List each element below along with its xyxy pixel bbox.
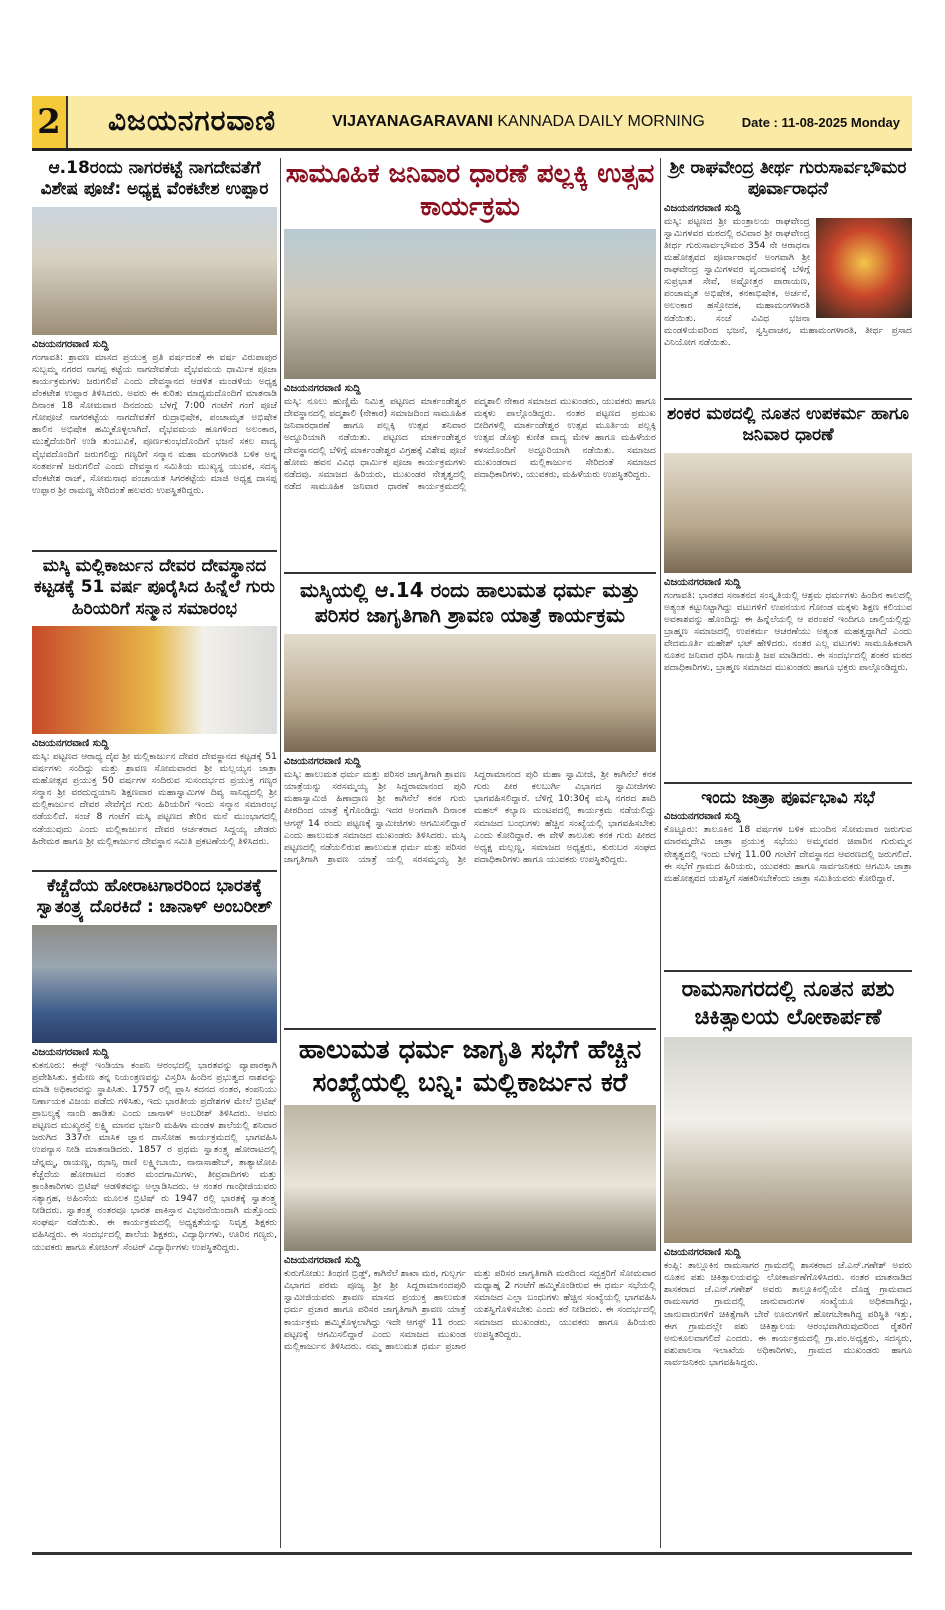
- article-body: ಮಸ್ಕಿ: ಹಾಲುಮತ ಧರ್ಮ ಮತ್ತು ಪರಿಸರ ಜಾಗೃತಿಗಾಗಿ ಶ್ರಾವಣ ಯಾತ್ರೆಯನ್ನು ಸರಸಮ್ಮಯ್ಯ ಶ್ರೀ ಸಿದ್ದರಾಮಾನಂದ ಪುರಿ ಮಹಾಸ್ವಾಮಿಜಿ ಹಿಣಾದ್ರಾಣ ಶ್ರೀ ಕಾಗಿನೆಲೆ ಕನಕ ಗುರು ಪೀಠದಿಂದ ಯಾತ್ರೆ ಕೈಗೊಂಡಿದ್ದು ಇದರ ಅಂಗವಾಗಿ ದಿನಾಂಕ ಆಗಸ್ಟ್ 14 ರಂದು ಪಟ್ಟಣಕ್ಕೆ ಸ್ವಾಮೀಜಿಗಳು ಆಗಮಿಸಲಿದ್ದಾರೆ ಎಂದು ಹಾಲುಮತ ಸಮಾಜದ ಮುಖಂಡರು ತಿಳಿಸಿದರು. ಮಸ್ಕಿ ಪಟ್ಟಣದಲ್ಲಿ ನಡೆಯಲಿರುವ ಹಾಲುಮತ ಧರ್ಮ ಮತ್ತು ಪರಿಸರ ಜಾಗೃತಿಗಾಗಿ ಶ್ರಾವಣ ಯಾತ್ರೆ ಯಲ್ಲಿ ಸರಸಮ್ಮಯ್ಯ ಶ್ರೀ ಸಿದ್ದರಾಮಾನಂದ ಪುರಿ ಮಹಾ ಸ್ವಾಮೀಜಿ, ಶ್ರೀ ಕಾಗಿನೆಲೆ ಕನಕ ಗುರು ಪೀಠ ಕಲಬುರ್ಗಿ ವಿಭಾಗದ ಸ್ವಾಮೀಜಿಗಳು ಭಾಗವಹಿಸಲಿದ್ದಾರೆ. ಬೆಳಿಗ್ಗೆ 10:30ಕ್ಕೆ ಮಸ್ಕಿ ನಗರದ ಶಾದಿ ಮಹಲ್ ಕಲ್ಯಾಣ ಮಂಟಪದಲ್ಲಿ ಕಾರ್ಯಕ್ರಮ ನಡೆಯಲಿದ್ದು ಸಮಾಜದ ಬಂಧುಗಳು ಹೆಚ್ಚಿನ ಸಂಖ್ಯೆಯಲ್ಲಿ ಭಾಗವಹಿಸಬೇಕು ಎಂದು ಕೋರಿದ್ದಾರೆ. ಈ ವೇಳೆ ತಾಲೂಕು ಕನಕ ಗುರು ಪೀಠದ ಅಧ್ಯಕ್ಷ ಮಲ್ಲಣ್ಣ, ಸಮಾಜದ ಅಧ್ಯಕ್ಷರು, ಕುರುಬರ ಸಂಘದ ಪದಾಧಿಕಾರಿಗಳು ಹಾಗೂ ಯುವಕರು ಉಪಸ್ಥಿತರಿದ್ದರು.: [284, 769, 656, 865]
- section-rule: [32, 550, 277, 552]
- article-body: ಗಂಗಾವತಿ: ಭಾರತದ ಸನಾತನದ ಸಂಸ್ಕೃತಿಯಲ್ಲಿ ಆಶ್ರಮ ಧರ್ಮಗಳು ಹಿಂದಿನ ಕಾಲದಲ್ಲಿ ಅತ್ಯಂತ ಕಟ್ಟುನಿಟ್ಟಾಗಿದ್ದು ವಟುಗಳಿಗೆ ಉಪನಯನ ಗೋಂಡ ಮಕ್ಕಳು ಶಿಕ್ಷಣ ಕಲಿಯುವ ಅವಕಾಶವನ್ನು ಹೊಂದಿದ್ದು ಈ ಹಿನ್ನೆಲೆಯಲ್ಲಿ ಆ ಪರಂಪರೆ ಇಂದಿಗೂ ಚಾಲ್ತಿಯಲ್ಲಿದ್ದು ಬ್ರಾಹ್ಮಣ ಸಮಾಜದಲ್ಲಿ ಉಪಕರ್ಮ ಆಚರಣೆಯು ಅತ್ಯಂತ ಮಹತ್ವದ್ದಾಗಿದೆ ಎಂದು ವೇದಮೂರ್ತಿ ಮಹೇಶ್ ಭಟ್ ಹೇಳಿದರು. ನಂತರ ಎಲ್ಲ ವಟುಗಳು ಸಾಮೂಹಿಕವಾಗಿ ನೂತನ ಜನಿವಾರ ಧರಿಸಿ ಗಾಯತ್ರಿ ಜಪ ಮಾಡಿದರು. ಈ ಸಂದರ್ಭದಲ್ಲಿ ಶಂಕರ ಮಠದ ಪದಾಧಿಕಾರಿಗಳು, ಬ್ರಾಹ್ಮಣ ಸಮಾಜದ ಮುಖಂಡರು ಹಾಗೂ ಭಕ್ತರು ಪಾಲ್ಗೊಂಡಿದ್ದರು.: [664, 589, 912, 674]
- masthead: [32, 96, 912, 151]
- page-number: 2: [32, 96, 68, 148]
- column-divider: [280, 158, 281, 1548]
- issue-date: Date : 11-08-2025 Monday: [741, 115, 900, 130]
- headline: ಹಾಲುಮತ ಧರ್ಮ ಜಾಗೃತಿ ಸಭೆಗೆ ಹೆಚ್ಚಿನ ಸಂಖ್ಯೆಯಲ್ಲಿ ಬನ್ನಿ: ಮಲ್ಲಿಕಾರ್ಜುನ ಕರೆ: [298, 1035, 642, 1098]
- article-photo: [664, 1037, 912, 1243]
- byline: ವಿಜಯನಗರವಾಣಿ ಸುದ್ದಿ: [32, 338, 109, 350]
- article-photo: [816, 218, 912, 318]
- article-photo: [284, 229, 656, 379]
- headline: ಸಾಮೂಹಿಕ ಜನಿವಾರ ಧಾರಣೆ ಪಲ್ಲಕ್ಕಿ ಉತ್ಸವ ಕಾರ್ಯಕ್ರಮ: [285, 159, 655, 222]
- headline: ಮಸ್ಕಿ ಮಲ್ಲಿಕಾರ್ಜುನ ದೇವರ ದೇವಸ್ಥಾನದ ಕಟ್ಟಡಕ್ಕೆ 51 ವರ್ಷ ಪೂರೈಸಿದ ಹಿನ್ನೆಲೆ ಗುರು ಹಿರಿಯರಿಗೆ ಸನ್ಮಾನ ಸಮಾರಂಭ: [34, 556, 275, 619]
- page-bottom-rule: [32, 1552, 912, 1555]
- byline: ವಿಜಯನಗರವಾಣಿ ಸುದ್ದಿ: [664, 576, 741, 588]
- article-photo: [284, 634, 656, 752]
- article-photo: [284, 1105, 656, 1251]
- article-body: ಮಸ್ಕಿ: ಪಟ್ಟಣದ ಶ್ರೀ ಮಂತ್ರಾಲಯ ರಾಘವೇಂದ್ರ ಸ್ವಾಮಿಗಳವರ ಮಠದಲ್ಲಿ ರವಿವಾರ ಶ್ರೀ ರಾಘವೇಂದ್ರ ತೀರ್ಥ ಗುರುಸಾರ್ವಭೌಮರ 354 ನೇ ಆರಾಧನಾ ಮಹೋತ್ಸವದ ಪೂರ್ವಾರಾಧನೆ ಅಂಗವಾಗಿ ಶ್ರೀ ರಾಘವೇಂದ್ರ ಸ್ವಾಮಿಗಳವರ ವೃಂದಾವನಕ್ಕೆ ಬೆಳಿಗ್ಗೆ ಸುಪ್ರಭಾತ ಸೇವೆ, ಅಷ್ಟೋತ್ತರ ಪಾರಾಯಣ, ಪಂಚಾಮೃತ ಅಭಿಷೇಕ, ಕನಕಾಭಿಷೇಕ, ಅರ್ಚನೆ, ಅಲಂಕಾರ ಹಸ್ತೋದಕ, ಮಹಾಮಂಗಳಾರತಿ ನಡೆಯಿತು. ಸಂಜೆ ವಿವಿಧ ಭಜನಾ ಮಂಡಳಿಯವರಿಂದ ಭಜನೆ, ಸ್ವಸ್ತಿವಾಚನ, ಮಹಾಮಂಗಳಾರತಿ, ತೀರ್ಥ ಪ್ರಸಾದ ವಿನಿಯೋಗ ನಡೆಯಿತು.: [664, 215, 912, 348]
- article-photo: [32, 925, 277, 1043]
- section-rule: [664, 970, 912, 972]
- article-body: ಕುಕನೂರು: ಈಸ್ಟ್ ಇಂಡಿಯಾ ಕಂಪನಿ ಆರಂಭದಲ್ಲಿ ಭಾರತವನ್ನು ವ್ಯಾಪಾರಕ್ಕಾಗಿ ಪ್ರವೇಶಿಸಿತು. ಕ್ರಮೇಣ ತನ್ನ ನಿಯಂತ್ರಣವನ್ನು ವಿಸ್ತರಿಸಿ ಹಿಂದಿನ ಪ್ರಭುತ್ವದ ನಾಶವನ್ನು ಮಾಡಿ ಅಧಿಕಾರವನ್ನು ಸ್ಥಾಪಿಸಿತು. 1757 ರಲ್ಲಿ ಪ್ಲಾಸಿ ಕದನದ ನಂತರ, ಕಂಪನಿಯು ನಿರ್ಣಾಯಕ ವಿಜಯ ಪಡೆದು ಗಳಿಸಿತು, ಇದು ಭಾರತೀಯ ಪ್ರದೇಶಗಳ ಮೇಲೆ ಬ್ರಿಟಿಷ್ ಪ್ರಾಬಲ್ಯಕ್ಕೆ ನಾಂದಿ ಹಾಡಿತು ಎಂದು ಚಾನಾಳ್ ಅಂಬರೀಶ್ ತಿಳಿಸಿದರು. ಅವರು ಪಟ್ಟಣದ ಮುಖ್ಯರಸ್ತೆ ಲಕ್ಷ್ಮಿ ಮಾನವ ಭರ್ಜರಿ ಮಹಿಳಾ ಮಂಡಳ ಶಾಲೆಯಲ್ಲಿ ಶನಿವಾರ ಜರುಗಿದ 337ನೇ ಮಾಸಿಕ ಜ್ಞಾನ ದಾಸೋಹ ಕಾರ್ಯಕ್ರಮದಲ್ಲಿ ಭಾಗವಹಿಸಿ ಉಪನ್ಯಾಸ ನೀಡಿ ಮಾತನಾಡಿದರು. 1857 ರ ಪ್ರಥಮ ಸ್ವಾತಂತ್ರ್ಯ ಹೋರಾಟದಲ್ಲಿ ಚೆನ್ನಮ್ಮ, ರಾಯಣ್ಣ, ಝಾನ್ಸಿ ರಾಣಿ ಲಕ್ಷ್ಮೀಬಾಯಿ, ನಾನಾಸಾಹೇಬ್, ತಾತ್ಯಾಟೋಪಿ ಕೆಚ್ಚೆದೆಯ ಹೋರಾಟದ ನಂತರ ಮಂದಗಾಮಿಗಳು, ತೀವ್ರವಾದಿಗಳು ಮತ್ತು ಕ್ರಾಂತಿಕಾರಿಗಳು ಬ್ರಿಟಿಷ್ ಆಡಳಿತವನ್ನು ಅಲ್ಲಾಡಿಸಿದರು. ಆ ನಂತರ ಗಾಂಧೀಜಿಯವರು ಸತ್ಯಾಗ್ರಹ, ಅಹಿಂಸೆಯ ಮೂಲಕ ಬ್ರಿಟಿಷ್‌ ರು 1947 ರಲ್ಲಿ ಭಾರತಕ್ಕೆ ಸ್ವಾತಂತ್ರ್ಯ ನೀಡಿದರು. ಸ್ವಾತಂತ್ರ್ಯ ನಂತರವೂ ಭಾರತ ಪಾಕಿಸ್ತಾನ ವಿಭಜನೆಯಿಂದಾಗಿ ಮತ್ತೊಂದು ಸಂಘರ್ಷ ನಡೆಯಿತು. ಈ ಕಾರ್ಯಕ್ರಮದಲ್ಲಿ ಅಧ್ಯಕ್ಷತೆಯನ್ನು ನಿವೃತ್ತ ಶಿಕ್ಷಕರು ವಹಿಸಿದ್ದರು. ಈ ಸಂದರ್ಭದಲ್ಲಿ ಶಾಲೆಯ ಶಿಕ್ಷಕರು, ವಿದ್ಯಾರ್ಥಿಗಳು, ಊರಿನ ಗಣ್ಯರು, ಯುವಕರು ಹಾಗೂ ಕೋಚಿಂಗ್ ಸೆಂಟರ್ ವಿದ್ಯಾರ್ಥಿಗಳು ಉಪಸ್ಥಿತರಿದ್ದರು.: [32, 1059, 277, 1253]
- column-divider: [660, 158, 661, 1548]
- byline: ವಿಜಯನಗರವಾಣಿ ಸುದ್ದಿ: [664, 811, 741, 823]
- article-kuknoor: [32, 876, 277, 1548]
- article-shankara: [664, 404, 912, 778]
- headline: ಶ್ರೀ ರಾಘವೇಂದ್ರ ತೀರ್ಥ ಗುರುಸಾರ್ವಭೌಮರ ಪೂರ್ವಾರಾಧನೆ: [669, 158, 907, 200]
- section-rule: [32, 870, 277, 872]
- headline: ಕೆಚ್ಚೆದೆಯ ಹೋರಾಟಗಾರರಿಂದ ಭಾರತಕ್ಕೆ ಸ್ವಾತಂತ್ರ್ಯ ದೊರಕಿದೆ : ಚಾನಾಳ್ ಅಂಬರೀಶ್: [36, 876, 273, 918]
- section-rule: [284, 1028, 656, 1030]
- article-body: ಕಂಪ್ಲಿ: ತಾಲ್ಲೂಕಿನ ರಾಮಸಾಗರ ಗ್ರಾಮದಲ್ಲಿ ಶಾಸಕರಾದ ಜೆ.ಎನ್.ಗಣೇಶ್ ಅವರು ನೂತನ ಪಶು ಚಿಕಿತ್ಸಾಲಯವನ್ನು ಲೋಕಾರ್ಪಣೆಗೊಳಿಸಿದರು. ನಂತರ ಮಾತನಾಡಿದ ಶಾಸಕರಾದ ಜೆ.ಎನ್.ಗಣೇಶ್ ಅವರು ತಾಲ್ಲೂಕಿನಲ್ಲಿಯೇ ದೊಡ್ಡ ಗ್ರಾಮವಾದ ರಾಮಸಾಗರ ಗ್ರಾಮದಲ್ಲಿ ಜಾನುವಾರುಗಳ ಸಂಖ್ಯೆಯೂ ಅಧಿಕವಾಗಿದ್ದು, ಜಾನುವಾರುಗಳಿಗೆ ಚಿಕಿತ್ಸೆಗಾಗಿ ಬೇರೆ ಊರುಗಳಿಗೆ ಹೋಗಬೇಕಾಗಿದ್ದ ಪರಿಸ್ಥಿತಿ ಇತ್ತು, ಈಗ ಗ್ರಾಮದಲ್ಲೇ ಪಶು ಚಿಕಿತ್ಸಾಲಯ ಆರಂಭವಾಗಿರುವುದರಿಂದ ರೈತರಿಗೆ ಅನುಕೂಲವಾಗಲಿದೆ ಎಂದರು. ಈ ಕಾರ್ಯಕ್ರಮದಲ್ಲಿ ಗ್ರಾ.ಪಂ.ಅಧ್ಯಕ್ಷರು, ಸದಸ್ಯರು, ಪಶುಪಾಲನಾ ಇಲಾಖೆಯ ಅಧಿಕಾರಿಗಳು, ಗ್ರಾಮದ ಮುಖಂಡರು ಹಾಗೂ ಸಾರ್ವಜನಿಕರು ಭಾಗವಹಿಸಿದ್ದರು.: [664, 1260, 912, 1369]
- article-body: ಮಸ್ಕಿ: ಪಟ್ಟಣದ ಆರಾಧ್ಯ ದೈವ ಶ್ರೀ ಮಲ್ಲಿಕಾರ್ಜುನ ದೇವರ ದೇವಸ್ಥಾನದ ಕಟ್ಟಡಕ್ಕೆ 51 ವರ್ಷಗಳು ಸಂದಿದ್ದು ಮತ್ತು ಶ್ರಾವಣ ಸೋಮವಾರದ ಶ್ರೀ ಮಲ್ಲಯ್ಯನ ಜಾತ್ರಾ ಮಹೋತ್ಸವ ಪ್ರಯುಕ್ತ 50 ವರ್ಷಗಳ ಸಂದಿರುವ ಸುಸಂದರ್ಭದ ಪ್ರಯುಕ್ತ ಗಣ್ಯರ ಸನ್ಮಾನ ಶ್ರೀ ವರದುದ್ದಯಾನಿ ಶಿಕ್ಷಣವಾರ ಮಹಾಸ್ವಾಮಿಗಳ ದಿವ್ಯ ಸಾನಿಧ್ಯದಲ್ಲಿ ಶ್ರೀ ಮಲ್ಲಿಕಾರ್ಜುನ ದೇವರ ಸೇವೆಗೈದ ಗುರು ಹಿರಿಯರಿಗೆ ಇಂದು ಸನ್ಮಾನ ಸಮಾರಂಭ ನಡೆಯಲಿದೆ. ಸಂಜೆ 8 ಗಂಟೆಗೆ ಮಸ್ಕಿ ಪಟ್ಟಣದ ತೇರಿನ ಮನೆ ಮುಂಭಾಗದಲ್ಲಿ ನಡೆಯುವುದು ಎಂದು ಮಲ್ಲಿಕಾರ್ಜುನ ದೇವರ ಆರ್ಚಕರಾದ ಸಿದ್ದಯ್ಯ ಜೇಡರು ಹಿರೇಮಠ ಹಾಗೂ ಶ್ರೀ ಮಲ್ಲಿಕಾರ್ಜುನ ದೇವಸ್ಥಾನ ಸಮಿತಿ ಪ್ರಕಟಣೆಯಲ್ಲಿ ತಿಳಿಸಿದರು.: [32, 750, 277, 847]
- section-rule: [664, 782, 912, 784]
- brand-kannada: ವಿಜಯನಗರವಾಣಿ: [108, 104, 277, 137]
- article-jatra: [664, 788, 912, 966]
- byline: ವಿಜಯನಗರವಾಣಿ ಸುದ್ದಿ: [32, 1046, 109, 1058]
- article-ramasagara: [664, 976, 912, 1548]
- section-rule: [664, 398, 912, 400]
- article-raghavendra: [664, 158, 912, 394]
- headline: ಶಂಕರ ಮಠದಲ್ಲಿ ನೂತನ ಉಪಕರ್ಮ ಹಾಗೂ ಜನಿವಾರ ಧಾರಣೆ: [666, 404, 909, 446]
- byline: ವಿಜಯನಗರವಾಣಿ ಸುದ್ದಿ: [284, 383, 361, 394]
- headline: ಇಂದು ಜಾತ್ರಾ ಪೂರ್ವಭಾವಿ ಸಭೆ: [701, 788, 875, 808]
- article-body: ಮಸ್ಕಿ: ನೂಲು ಹುಣ್ಣಿಮೆ ನಿಮಿತ್ತ ಪಟ್ಟಣದ ಮಾರ್ಕಂಡೇಶ್ವರ ದೇವಸ್ಥಾನದಲ್ಲಿ ಪದ್ಮಶಾಲಿ (ನೇಕಾರ) ಸಮಾಜದಿಂದ ಸಾಮೂಹಿಕ ಜನಿವಾರಧಾರಣೆ ಹಾಗೂ ಪಲ್ಲಕ್ಕಿ ಉತ್ಸವ ಶನಿವಾರ ಅದ್ದೂರಿಯಾಗಿ ನಡೆಯಿತು. ಪಟ್ಟಣದ ಮಾರ್ಕಂಡೇಶ್ವರ ದೇವಸ್ಥಾನದಲ್ಲಿ ಬೆಳಿಗ್ಗೆ ಮಾರ್ಕಂಡೇಶ್ವರ ವಿಗ್ರಹಕ್ಕೆ ವಿಶೇಷ ಪೂಜೆ ಹೋಮ ಹವನ ವಿವಿಧ ಧಾರ್ಮಿಕ ಪೂಜಾ ಕಾರ್ಯಕ್ರಮಗಳು ನಡೆದವು. ಸಮಾಜದ ಹಿರಿಯರು, ಮುಖಂಡರ ನೇತೃತ್ವದಲ್ಲಿ ನಡೆದ ಸಾಮೂಹಿಕ ಜನಿವಾರ ಧಾರಣೆ ಕಾರ್ಯಕ್ರಮದಲ್ಲಿ ಪದ್ಮಶಾಲಿ ನೇಕಾರ ಸಮಾಜದ ಮುಖಂಡರು, ಯುವಕರು ಹಾಗೂ ಮಕ್ಕಳು ಪಾಲ್ಗೊಂಡಿದ್ದರು. ನಂತರ ಪಟ್ಟಣದ ಪ್ರಮುಖ ಬೀದಿಗಳಲ್ಲಿ ಮಾರ್ಕಂಡೇಶ್ವರ ಉತ್ಸವ ಮೂರ್ತಿಯ ಪಲ್ಲಕ್ಕಿ ಉತ್ಸವ ಡೊಳ್ಳು ಕುಣಿತ ವಾದ್ಯ ಮೇಳ ಹಾಗೂ ಮಹಿಳೆಯರ ಕಳಸದೊಂದಿಗೆ ಅದ್ದೂರಿಯಾಗಿ ನಡೆಯಿತು. ಸಮಾಜದ ಮುಖಂಡರಾದ ಮಲ್ಲಿಕಾರ್ಜುನ ಸೇರಿದಂತೆ ಸಮಾಜದ ಪದಾಧಿಕಾರಿಗಳು, ಯುವಕರು, ಮಹಿಳೆಯರು ಉಪಸ್ಥಿತರಿದ್ದರು.: [284, 396, 656, 492]
- brand-english-rest: KANNADA DAILY MORNING: [492, 113, 705, 130]
- article-maski-51: [32, 556, 277, 866]
- article-photo: [32, 626, 277, 734]
- article-photo: [32, 207, 277, 335]
- article-halumata: [284, 1034, 656, 1548]
- article-body: ಗಂಗಾವತಿ: ಶ್ರಾವಣ ಮಾಸದ ಪ್ರಯುಕ್ತ ಪ್ರತಿ ವರ್ಷದಂತೆ ಈ ವರ್ಷ ವಿರುಪಾಪುರ ಸುಬ್ಬಮ್ಮ ನಗರದ ನಾಗಪ್ಪ ಕಟ್ಟೆಯ ನಾಗದೇವತೆಯ ವೈಭವಮಯ ಧಾರ್ಮಿಕ ಪೂಜಾ ಕಾರ್ಯಕ್ರಮಗಳು ಜರುಗಲಿವೆ ಎಂದು ದೇವಸ್ಥಾನದ ಆಡಳಿತ ಮಂಡಳಿಯ ಅಧ್ಯಕ್ಷ ವೆಂಕಟೇಶ ಉಪ್ಪಾರ ತಿಳಿಸಿದರು. ಅವರು ಈ ಕುರಿತು ಮಾಧ್ಯಮದೊಂದಿಗೆ ಮಾತನಾಡಿ ದಿನಾಂಕ 18 ಸೋಮವಾರ ದಿನದಂದು ಬೆಳಗ್ಗೆ 7:00 ಗಂಟೆಗೆ ಗಂಗೆ ಪೂಜೆ ಗೋಪೂಜೆ ನಾಗರಕಟ್ಟೆಯ ನಾಗದೇವತೆಗೆ ರುದ್ರಾಭಿಷೇಕ, ಪಂಚಾಮೃತ ಅಭಿಷೇಕ ಹಾಲಿನ ಅಭಿಷೇಕ ಹಮ್ಮಿಕೊಳ್ಳಲಾಗಿದೆ. ವೈಭವಮಯ ಹೂಗಳಿಂದ ಅಲಂಕಾರ, ಮುತ್ತೈದೆಯರಿಗೆ ಉಡಿ ತುಂಬುವಿಕೆ, ಪೂರ್ಣಕುಂಭದೊಂದಿಗೆ ಭಜನೆ ಸಕಲ ವಾದ್ಯ ವೈಭವದೊಂದಿಗೆ ಜರುಗಲಿದ್ದು ಗಣ್ಯರಿಗೆ ಸನ್ಮಾನ ಮಹಾ ಮಂಗಳಾರತಿ ಬಳಿಕ ಅನ್ನ ಸಂತರ್ಪಣೆ ಜರುಗಲಿದೆ ಎಂದು ದೇವಸ್ಥಾನ ಸಮಿತಿಯ ಮುಖ್ಯಸ್ಥ ಯುವಕ, ಸದಸ್ಯ ವೆಂಕಟೇಶ ರಾಜ್, ಸೋಮನಾಥ ಪಂಚಾಯತ ಸಿಗರಕಟ್ಟೆಯ ಮಾಜಿ ಅಧ್ಯಕ್ಷ ದಾಸಪ್ಪ ಉಪ್ಪಾರ ಶ್ರೀ ರಾಮಣ್ಣ ಸೇರಿದಂತೆ ಹಲವರು ಉಪಸ್ಥಿತರಿದ್ದರು.: [32, 351, 277, 497]
- byline: ವಿಜಯನಗರವಾಣಿ ಸುದ್ದಿ: [664, 202, 741, 214]
- section-rule: [284, 572, 656, 574]
- article-body: ಕುರುಗೋಡು: ತಿಂಥಣಿ ಬ್ರಿಡ್ಜ್, ಕಾಗಿನೆಲೆ ಶಾಖಾ ಮಠ, ಗುಲ್ಬರ್ಗ ವಿಭಾಗದ ಪರಮ ಪೂಜ್ಯ ಶ್ರೀ ಶ್ರೀ ಸಿದ್ದರಾಮಾನಂದಪುರಿ ಸ್ವಾಮೀಜಿಯವರು ಶ್ರಾವಣ ಮಾಸದ ಪ್ರಯುಕ್ತ ಹಾಲುಮತ ಧರ್ಮ ಪ್ರಚಾರ ಹಾಗೂ ಪರಿಸರ ಜಾಗೃತಿಗಾಗಿ ಶ್ರಾವಣ ಯಾತ್ರೆ ಕಾರ್ಯಕ್ರಮ ಹಮ್ಮಿಕೊಳ್ಳಲಾಗಿದ್ದು ಇದೇ ಆಗಸ್ಟ್ 11 ರಂದು ಪಟ್ಟಣಕ್ಕೆ ಆಗಮಿಸಲಿದ್ದಾರೆ ಎಂದು ಸಮಾಜದ ಮುಖಂಡ ಮಲ್ಲಿಕಾರ್ಜುನ ತಿಳಿಸಿದರು. ನಮ್ಮ ಹಾಲುಮತ ಧರ್ಮ ಪ್ರಚಾರ ಮತ್ತು ಪರಿಸರ ಜಾಗೃತಿಗಾಗಿ ಮಠದಿಂದ ಸದ್ಭಕ್ತರಿಗೆ ಸೋಮವಾರ ಮಧ್ಯಾಹ್ನ 2 ಗಂಟೆಗೆ ಹಮ್ಮಿಕೊಂಡಿರುವ ಈ ಧರ್ಮ ಸಭೆಯಲ್ಲಿ ಸಮಾಜದ ಎಲ್ಲಾ ಬಂಧುಗಳು ಹೆಚ್ಚಿನ ಸಂಖ್ಯೆಯಲ್ಲಿ ಭಾಗವಹಿಸಿ ಯಶಸ್ವಿಗೊಳಿಸಬೇಕು ಎಂದು ಕರೆ ನೀಡಿದರು. ಈ ಸಂದರ್ಭದಲ್ಲಿ ಸಮಾಜದ ಮುಖಂಡರು, ಯುವಕರು ಹಾಗೂ ಹಿರಿಯರು ಉಪಸ್ಥಿತರಿದ್ದರು.: [284, 1268, 656, 1352]
- brand-english: [332, 113, 705, 131]
- article-samuhika: [284, 158, 656, 568]
- article-body: ಕೊಟ್ಟೂರು: ತಾಲೂಕಿನ 18 ವರ್ಷಗಳ ಬಳಿಕ ಮುಂದಿನ ಸೋಮವಾರ ಜರುಗುವ ಮಾರಮ್ಮದೇವಿ ಜಾತ್ರಾ ಪ್ರಯುಕ್ತ ಸಭೆಯು ಅಮ್ಮನವರ ಚಿಪಾರಿನ ಗುರುಮ್ಮನ ನೇತೃತ್ವದಲ್ಲಿ ಇಂದು ಬೆಳಗ್ಗೆ 11.00 ಗಂಟೆಗೆ ದೇವಸ್ಥಾನದ ಆವರಣದಲ್ಲಿ ಜರುಗಲಿದೆ. ಈ ಸಭೆಗೆ ಗ್ರಾಮದ ಹಿರಿಯರು, ಯುವಕರು ಹಾಗೂ ಸಾರ್ವಜನಿಕರು ಆಗಮಿಸಿ ಜಾತ್ರಾ ಮಹೋತ್ಸವದ ಯಶಸ್ವಿಗೆ ಸಹಕರಿಸಬೇಕೆಂದು ಜಾತ್ರಾ ಸಮಿತಿಯವರು ಕೋರಿದ್ದಾರೆ.: [664, 824, 912, 884]
- article-shravana: [284, 578, 656, 1024]
- byline: ವಿಜಯನಗರವಾಣಿ ಸುದ್ದಿ: [32, 737, 109, 749]
- byline: ವಿಜಯನಗರವಾಣಿ ಸುದ್ದಿ: [284, 756, 361, 767]
- headline: ಆ.18ರಂದು ನಾಗರಕಟ್ಟೆ ನಾಗದೇವತೆಗೆ ವಿಶೇಷ ಪೂಜೆ: ಅಧ್ಯಕ್ಷ ವೆಂಕಟೇಶ ಉಪ್ಪಾರ: [40, 158, 269, 200]
- byline: ವಿಜಯನಗರವಾಣಿ ಸುದ್ದಿ: [664, 1247, 741, 1258]
- headline: ಮಸ್ಕಿಯಲ್ಲಿ ಆ.14 ರಂದು ಹಾಲುಮತ ಧರ್ಮ ಮತ್ತು ಪರಿಸರ ಜಾಗೃತಿಗಾಗಿ ಶ್ರಾವಣ ಯಾತ್ರೆ ಕಾರ್ಯಕ್ರಮ: [299, 578, 641, 627]
- article-nagadevate: [32, 158, 277, 546]
- article-photo: [664, 453, 912, 573]
- headline: ರಾಮಸಾಗರದಲ್ಲಿ ನೂತನ ಪಶು ಚಿಕಿತ್ಸಾಲಯ ಲೋಕಾರ್ಪಣೆ: [681, 977, 895, 1030]
- byline: ವಿಜಯನಗರವಾಣಿ ಸುದ್ದಿ: [284, 1255, 361, 1266]
- brand-english-bold: VIJAYANAGARAVANI: [332, 113, 493, 130]
